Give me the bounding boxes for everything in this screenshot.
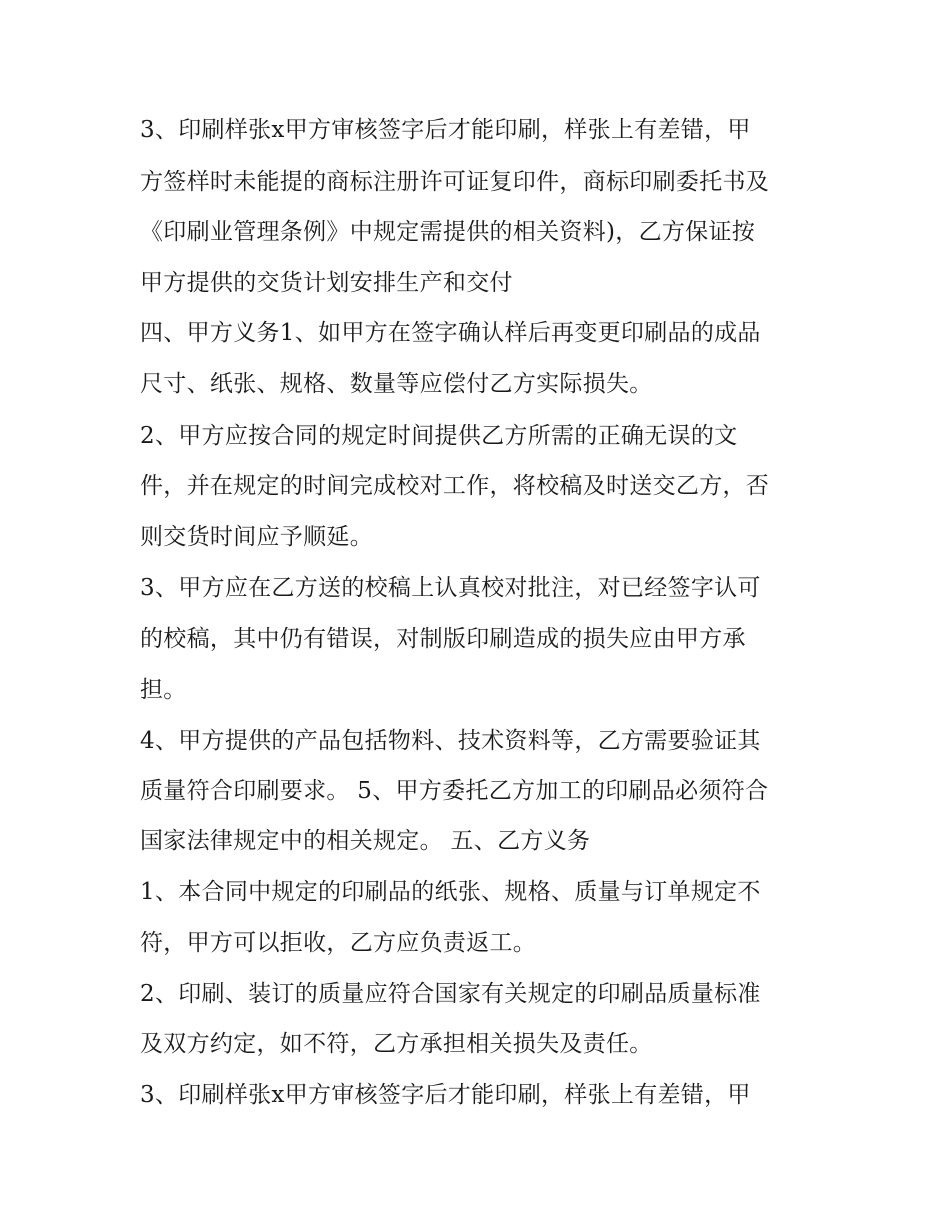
text-line: 甲方提供的交货计划安排生产和交付	[140, 270, 513, 296]
text-line: 国家法律规定中的相关规定。 五、乙方义务	[140, 828, 591, 854]
text-line: 2、印刷、装订的质量应符合国家有关规定的印刷品质量标准	[140, 981, 761, 1007]
text-line: 及双方约定，如不符，乙方承担相关损失及责任。	[140, 1031, 653, 1057]
text-line: 件，并在规定的时间完成校对工作，将校稿及时送交乙方，否	[140, 473, 770, 499]
text-line: 尺寸、纸张、规格、数量等应偿付乙方实际损失。	[140, 371, 653, 397]
text-line: 3、甲方应在乙方送的校稿上认真校对批注，对已经签字认可	[140, 575, 761, 601]
text-line: 《印刷业管理条例》中规定需提供的相关资料)，乙方保证按	[140, 219, 756, 245]
text-line: 2、甲方应按合同的规定时间提供乙方所需的正确无误的文	[140, 423, 738, 449]
text-line: 3、印刷样张x甲方审核签字后才能印刷，样张上有差错，甲	[140, 1082, 751, 1108]
text-line: 符，甲方可以拒收，乙方应负责返工。	[140, 930, 537, 956]
text-line: 1、本合同中规定的印刷品的纸张、规格、质量与订单规定不	[140, 879, 761, 905]
text-line: 四、甲方义务1、如甲方在签字确认样后再变更印刷品的成品	[140, 320, 761, 346]
text-line: 质量符合印刷要求。 5、甲方委托乙方加工的印刷品必须符合	[140, 778, 769, 804]
text-line: 的校稿，其中仍有错误，对制版印刷造成的损失应由甲方承	[140, 626, 746, 652]
text-line: 4、甲方提供的产品包括物料、技术资料等，乙方需要验证其	[140, 728, 761, 754]
text-line: 担。	[140, 677, 187, 703]
text-line: 方签样时未能提的商标注册许可证复印件，商标印刷委托书及	[140, 169, 770, 195]
text-line: 则交货时间应予顺延。	[140, 524, 373, 550]
text-line: 3、印刷样张x甲方审核签字后才能印刷，样张上有差错，甲	[140, 117, 751, 143]
